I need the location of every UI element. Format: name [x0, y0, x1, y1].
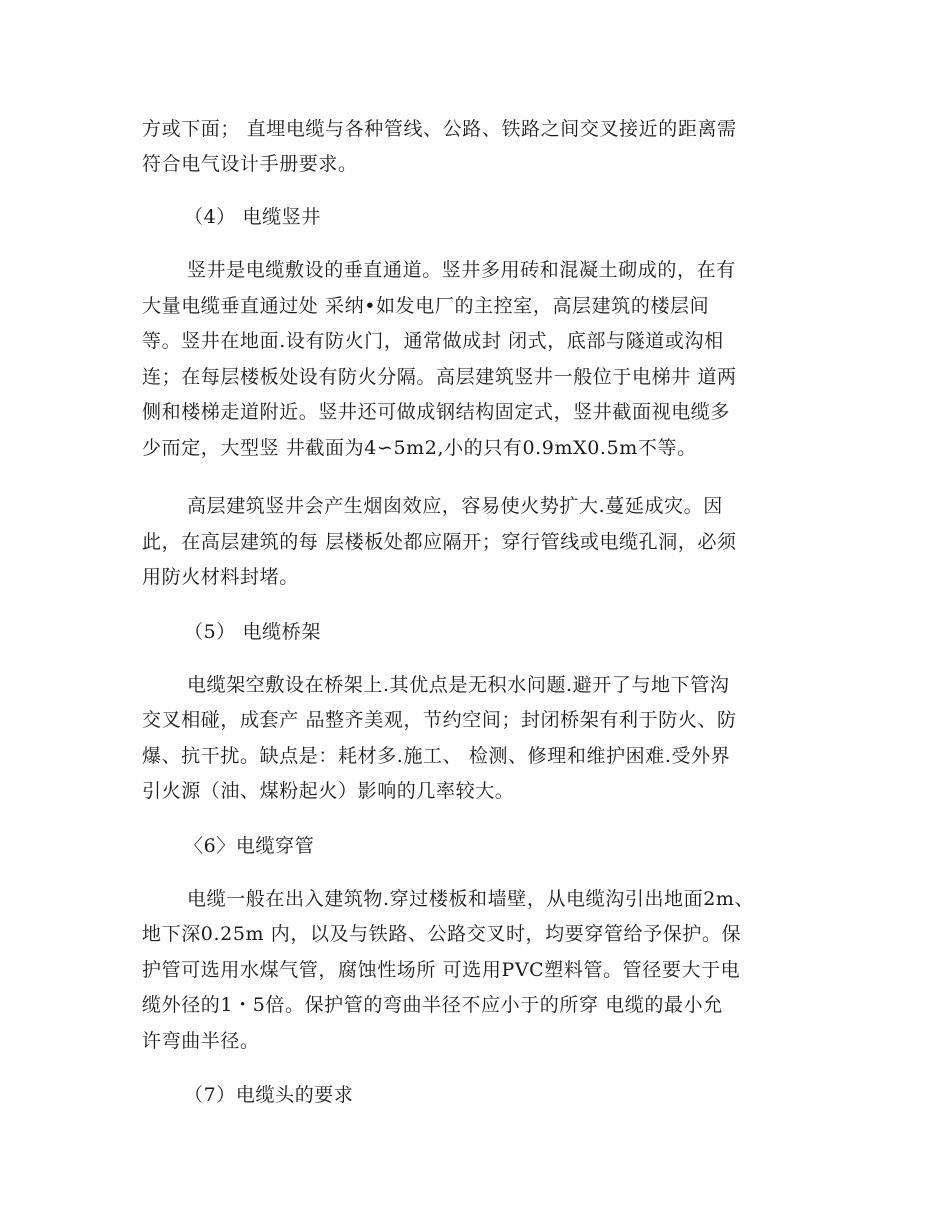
paragraph-first-line: 竖井是电缆敷设的垂直通道。竖井多用砖和混凝土砌成的，在有	[187, 259, 736, 281]
text-line: 大量电缆垂直通过处 采纳•如发电厂的主控室，高层建筑的楼层间	[142, 295, 710, 317]
text-line: 连；在每层楼板处设有防火分隔。高层建筑竖井一般位于电梯井 道两	[142, 366, 737, 388]
text-line: 用防火材料封堵。	[142, 566, 299, 588]
paragraph-first-line: 电缆架空敷设在桥架上.其优点是无积水问题.避开了与地下管沟	[187, 674, 730, 696]
text-line: 交叉相碰，成套产 品整齐美观，节约空间；封闭桥架有利于防火、防	[142, 709, 737, 731]
text-line: 爆、抗干扰。缺点是：耗材多.施工、 检测、修理和维护困难.受外界	[142, 745, 731, 767]
section-heading-7: （7）电缆头的要求	[184, 1084, 354, 1106]
text-line: 护管可选用水煤气管，腐蚀性场所 可选用PVC塑料管。管径要大于电	[142, 959, 741, 981]
text-line: 此，在高层建筑的每 层楼板处都应隔开；穿行管线或电缆孔洞，必须	[142, 531, 737, 553]
text-line: 缆外径的1・5倍。保护管的弯曲半径不应小于的所穿 电缆的最小允	[142, 994, 723, 1016]
text-line: 符合电气设计手册要求。	[142, 153, 358, 175]
text-line: 少而定，大型竖 井截面为4∽5m2,小的只有0.9mX0.5m不等。	[142, 437, 697, 459]
paragraph-first-line: 高层建筑竖井会产生烟囱效应，容易使火势扩大.蔓延成灾。因	[187, 495, 723, 517]
text-line: 许弯曲半径。	[142, 1030, 260, 1052]
text-line: 地下深0.25m 内，以及与铁路、公路交叉时，均要穿管给予保护。保	[142, 923, 742, 945]
section-heading-5: （5） 电缆桥架	[184, 621, 321, 643]
text-line: 侧和楼梯走道附近。竖井还可做成钢结构固定式，竖井截面视电缆多	[142, 401, 731, 423]
text-line: 等。竖井在地面.设有防火门，通常做成封 闭式，底部与隧道或沟相	[142, 330, 724, 352]
section-heading-4: （4） 电缆竖井	[184, 206, 321, 228]
section-heading-6: 〈6〉电缆穿管	[184, 835, 315, 857]
text-line: 引火源（油、煤粉起火）影响的几率较大。	[142, 780, 515, 802]
text-line: 方或下面； 直埋电缆与各种管线、公路、铁路之间交叉接近的距离需	[142, 118, 737, 140]
paragraph-first-line: 电缆一般在出入建筑物.穿过楼板和墙壁，从电缆沟引出地面2m、	[187, 888, 755, 910]
